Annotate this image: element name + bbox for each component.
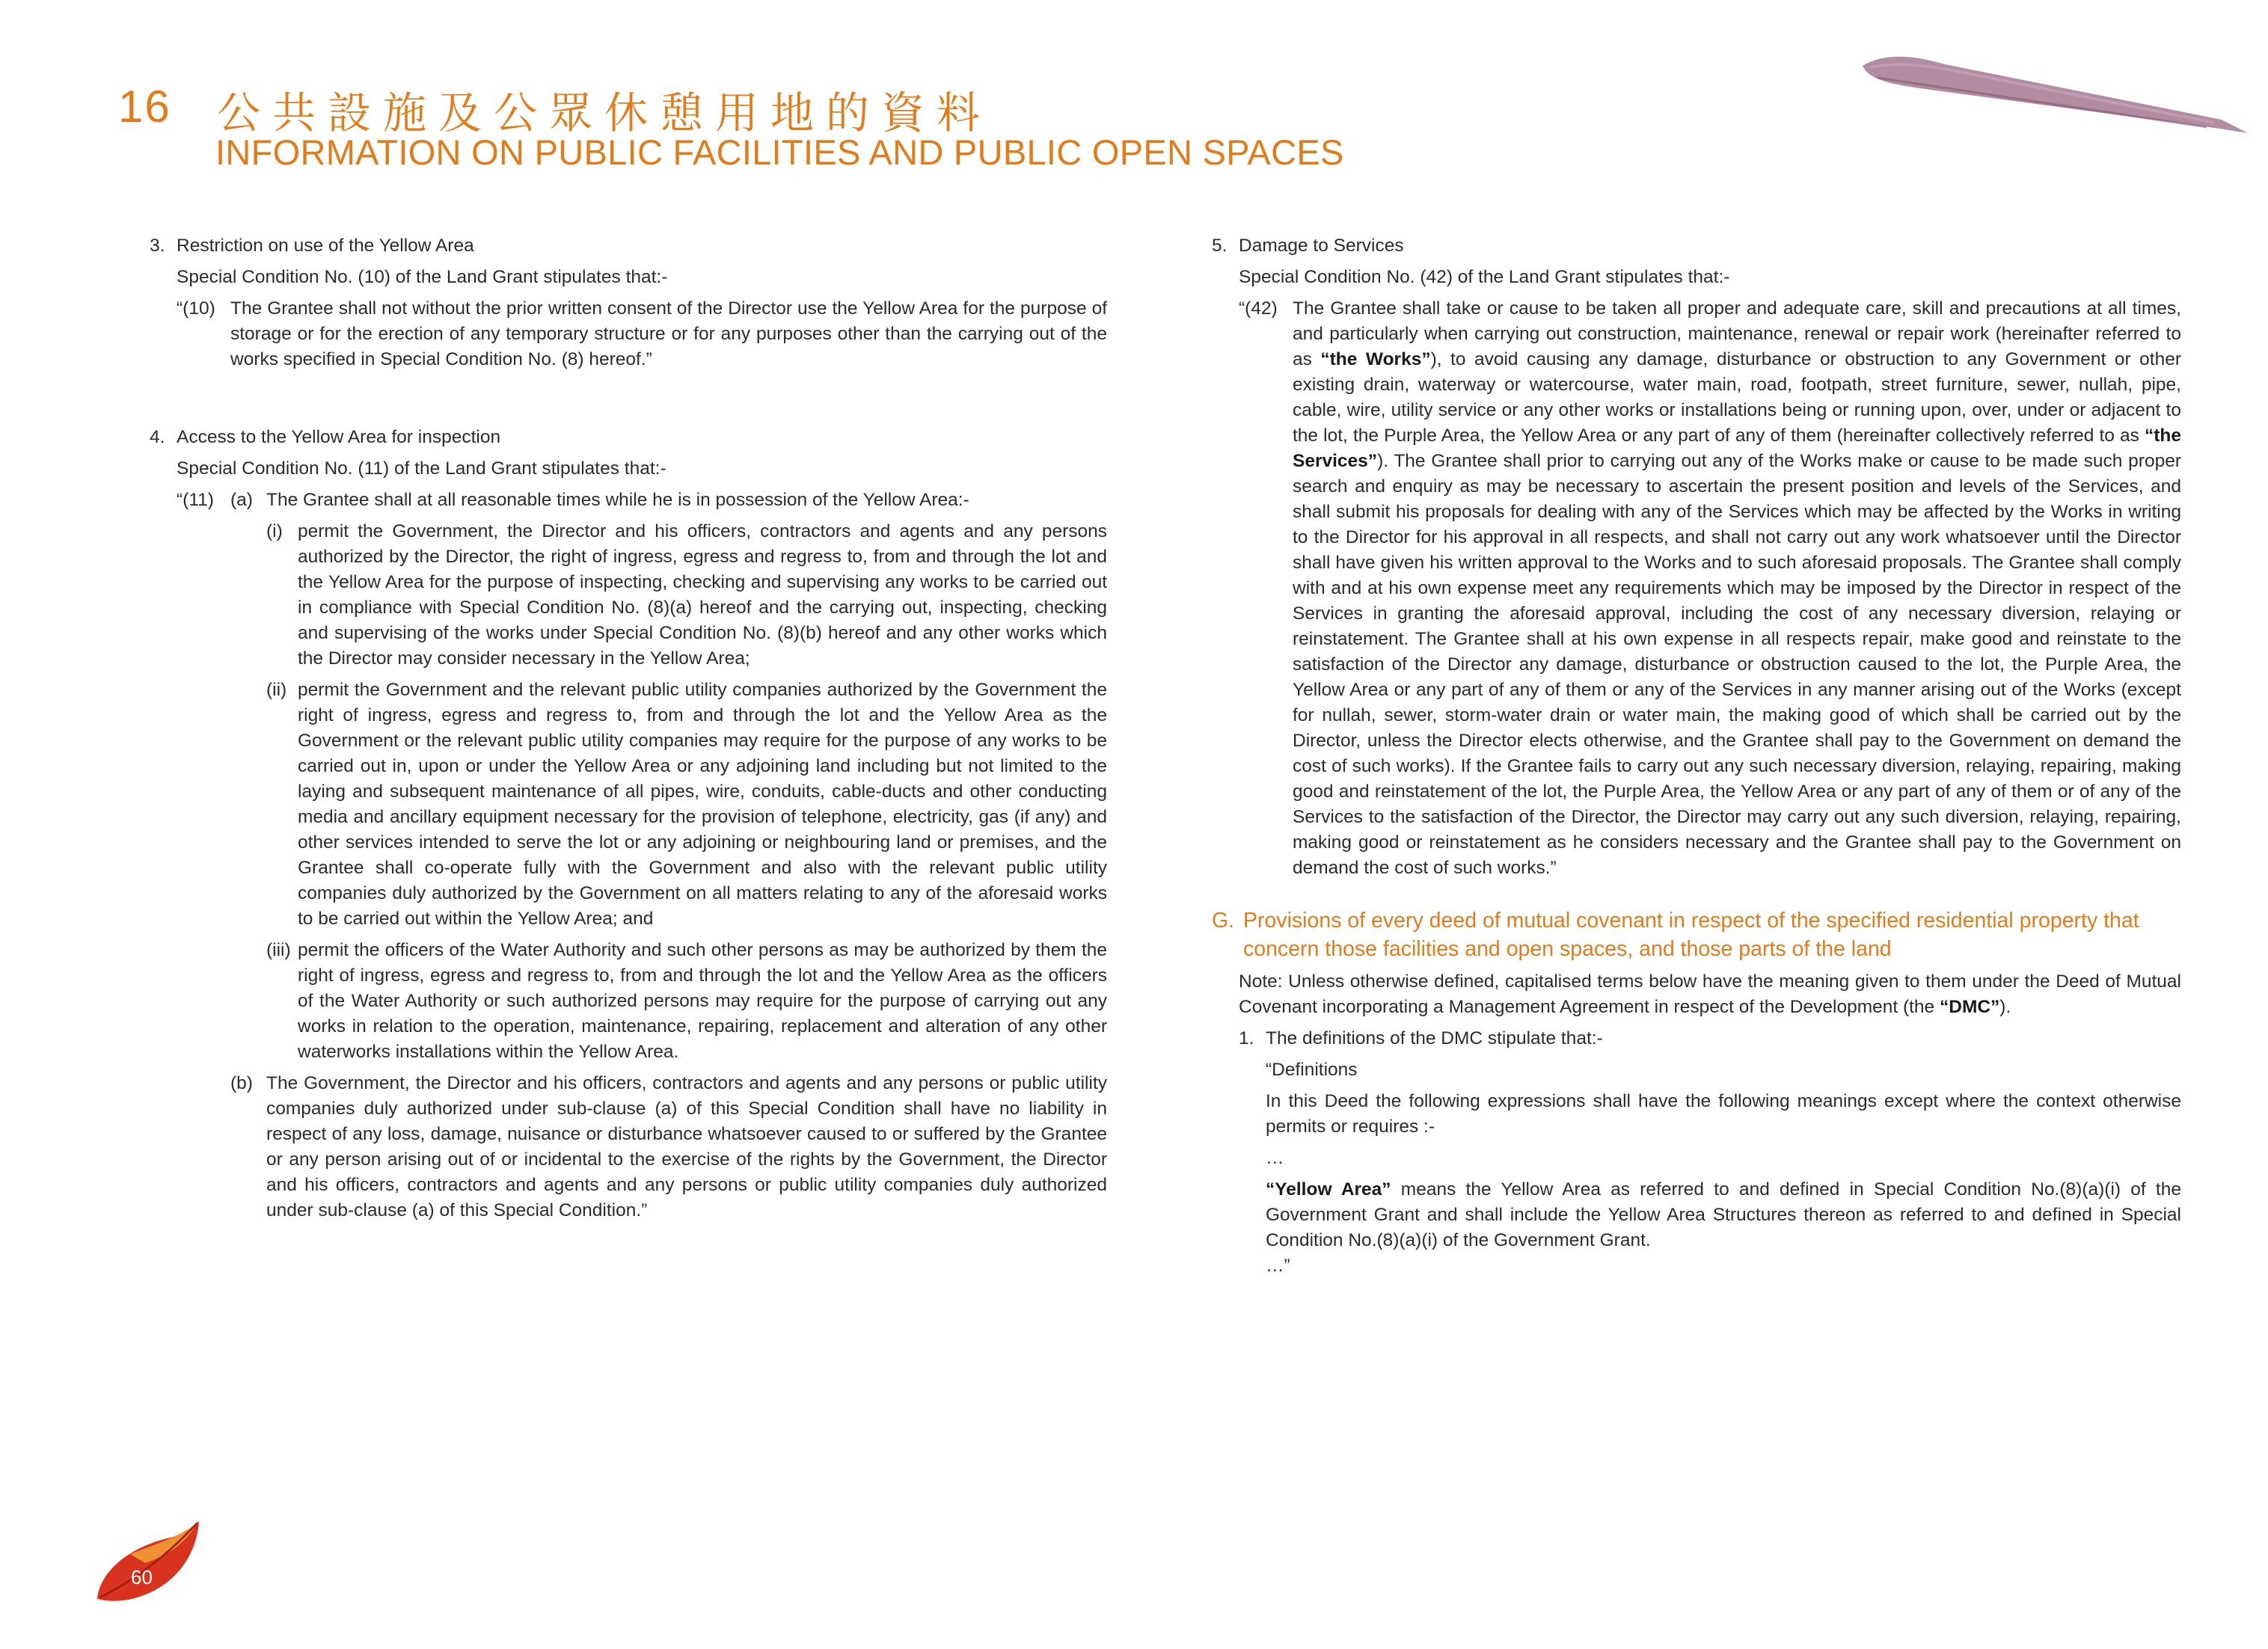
clause-11-a-text: The Grantee shall at all reasonable times while he is in possession of the Yellow Area:- [266,490,969,510]
page-number: 60 [131,1566,153,1588]
section-4-heading-row [150,425,1107,450]
section-5-heading: Damage to Services [1239,236,1404,256]
clause-11-a-row [177,488,1107,513]
clause-11-a-ii-text: permit the Government and the relevant public utility companies authorized by the Government the right of ingress, egress and regress to, from and through the lot and the Yellow Area as the Government or the relevant public utility companies may require for the purpose of any works to be carried out in, upon or under the Yellow Area or any adjoining land including but not limited to the laying and subsequent maintenance of all pipes, wire, conduits, cable-ducts and other conducting media and ancillary equipment necessary for the provision of telephone, electricity, gas (if any) and other services intended to serve the lot or any adjoining or neighbouring land or premises, and the Grantee shall co-operate fully with the Government and also with the relevant public utility companies duly authorized by the Government on all matters relating to any of the aforesaid works to be carried out within the Yellow Area; and [298,680,1107,929]
clause-10-number: “(10) [177,298,215,319]
section-g-heading: Provisions of every deed of mutual covenant in respect of the specified residential property that concern those facilities and open spaces, and those parts of the land [1243,909,2139,961]
section-g-item-1-text: The definitions of the DMC stipulate that:- [1266,1028,1603,1048]
definitions-intro: In this Deed the following expressions shall have the following meanings except where the context otherwise permits or requires :- [1266,1091,2181,1137]
section-4-number: 4. [150,427,165,447]
clause-11-a-i [266,519,1107,672]
section-4-heading: Access to the Yellow Area for inspection [177,427,501,447]
page-title-english: INFORMATION ON PUBLIC FACILITIES AND PUBLIC OPEN SPACES [215,132,1344,172]
section-number: 16 [118,82,171,132]
clause-42 [1239,296,2181,881]
section-5-number: 5. [1212,236,1228,256]
section-g-letter: G. [1212,909,1235,933]
definitions-closing: …” [1266,1256,1290,1276]
definition-yellow-area [1266,1177,2181,1253]
term-dmc: “DMC” [1940,997,2000,1017]
term-the-works: “the Works” [1320,349,1431,369]
section-g-item-1-number: 1. [1239,1028,1254,1048]
clause-11-a-iii-label: (iii) [266,940,291,960]
clause-42-text-part-1: The Grantee shall take or cause to be taken all proper and adequate care, skill and precautions at all times, and particularly when carrying out construction, maintenance, renewal or repair work (hereinafter referred to as [1293,298,2181,369]
section-3-intro: Special Condition No. (10) of the Land Grant stipulates that:- [177,267,668,287]
definitions-open: “Definitions [1266,1060,1358,1080]
pen-illustration-icon [1855,45,2252,150]
clause-42-text-part-2: ), to avoid causing any damage, disturbance or obstruction to any Government or other existing drain, waterway or watercourse, water main, road, footpath, street furniture, sewer, nullah, pipe, cable, wire, utility service or any other works or installations being or running upon, over, under or adjacent to the lot, the Purple Area, the Yellow Area or any part of any of them (hereinafter collectively referred to as [1293,349,2181,446]
section-5-heading-row [1212,233,2181,259]
section-3-clause [177,296,1107,372]
section-5-intro: Special Condition No. (42) of the Land Grant stipulates that:- [1239,267,1730,287]
clause-11-b-label: (b) [230,1073,253,1093]
section-3-number: 3. [150,236,165,256]
clause-11-a-i-text: permit the Government, the Director and his officers, contractors and agents and any persons authorized by the Director, the right of ingress, egress and regress to, from and through the lot and the Yellow Area for the purpose of inspecting, checking and supervising any works to be carried out in compliance with Special Condition No. (8)(a) hereof and the carrying out, inspecting, checking and supervising of the works under Special Condition No. (8)(b) hereof and any other works which the Director may consider necessary in the Yellow Area; [298,521,1107,669]
definitions-block [1266,1057,2181,1279]
clause-10-text: The Grantee shall not without the prior written consent of the Director use the Yellow Area for the purpose of storage or for the erection of any temporary structure or for any purposes other than the carrying out of the works specified in Special Condition No. (8) hereof.” [230,298,1107,369]
section-g-heading-row [1212,906,2181,963]
term-the-services: “the Services” [1293,426,2181,471]
definitions-ellipsis: … [1266,1148,1284,1168]
page-title-chinese: 公共設施及公眾休憩用地的資料 [217,87,993,138]
section-g-item-1 [1239,1026,2181,1051]
clause-11-a-i-label: (i) [266,521,283,541]
section-3-heading: Restriction on use of the Yellow Area [177,236,474,256]
clause-11-a-label: (a) [230,490,253,510]
clause-42-text-part-3: ). The Grantee shall prior to carrying out any of the Works make or cause to be made such proper search and enquiry as may be necessary to ascertain the present position and levels of the Services, and shall submit his proposals for dealing with any of the Services which may be affected by the Works in writing to the Director for his approval in all respects, and shall not carry out any work whatsoever until the Director shall have given his written approval to the Works and to such aforesaid proposals. The Grantee shall comply with and at his own expense meet any requirements which may be imposed by the Director in respect of the Services in granting the aforesaid approval, including the cost of any necessary diversion, relaying or reinstatement. The Grantee shall at his own expense in all respects repair, make good and reinstate to the satisfaction of the Director any damage, disturbance or obstruction caused to the lot, the Purple Area, the Yellow Area or any part of any of them or any of the Services in any manner arising out of the Works (except for nullah, sewer, storm-water drain or water main, the making good of which shall be carried out by the Director, unless the Director elects otherwise, and the Grantee shall pay to the Government on demand the cost of such works). If the Grantee fails to carry out any such necessary diversion, relaying, repairing, making good and reinstatement of the lot, the Purple Area, the Yellow Area or any part of any of them or of any of the Services to the satisfaction of the Director, the Director may carry out any such diversion, relaying, repairing, making good or reinstatement as he considers necessary and the Grantee shall pay to the Government on demand the cost of such works.” [1293,451,2181,878]
definition-yellow-area-text: means the Yellow Area as referred to and defined in Special Condition No.(8)(a)(i) of the Government Grant and shall include the Yellow Area Structures thereon as referred to and defined in Special Condition No.(8)(a)(i) of the Government Grant. [1266,1179,2181,1250]
section-4-intro: Special Condition No. (11) of the Land Grant stipulates that:- [177,458,666,479]
note-part-2: ). [1999,997,2011,1017]
clause-42-text [1293,296,2181,881]
clause-11-a-ii-label: (ii) [266,680,287,700]
section-g-note [1239,969,2181,1020]
clause-42-number: “(42) [1239,298,1278,319]
clause-11-a-ii [266,678,1107,932]
section-3-heading-row [150,233,1107,259]
term-yellow-area: “Yellow Area” [1266,1179,1391,1200]
left-column [150,233,1107,1223]
clause-11-a-iii-text: permit the officers of the Water Authority and such other persons as may be authorized by them the right of ingress, egress and regress to, from and through the lot and the Yellow Area as the officers of the Water Authority or such authorized persons may require for the purpose of carrying out any works in relation to the operation, maintenance, repairing, replacement and alteration of any other waterworks installations within the Yellow Area. [298,940,1107,1062]
clause-11-b [230,1071,1107,1223]
clause-11-a-iii [266,938,1107,1065]
leaf-icon [93,1518,205,1608]
note-part-1: Note: Unless otherwise defined, capitalised terms below have the meaning given to them under the Deed of Mutual Covenant incorporating a Management Agreement in respect of the Development (the [1239,971,2181,1017]
clause-11-b-text: The Government, the Director and his officers, contractors and agents and any persons or public utility companies duly authorized under sub-clause (a) of this Special Condition shall have no liability in respect of any loss, damage, nuisance or disturbance whatsoever caused to or suffered by the Grantee or any person arising out of or incidental to the exercise of the rights by the Government, the Director and his officers, contractors and agents and any persons or public utility companies duly authorized under sub-clause (a) of this Special Condition.” [266,1073,1107,1220]
right-column [1212,233,2181,1279]
clause-11-number: “(11) [177,490,214,510]
